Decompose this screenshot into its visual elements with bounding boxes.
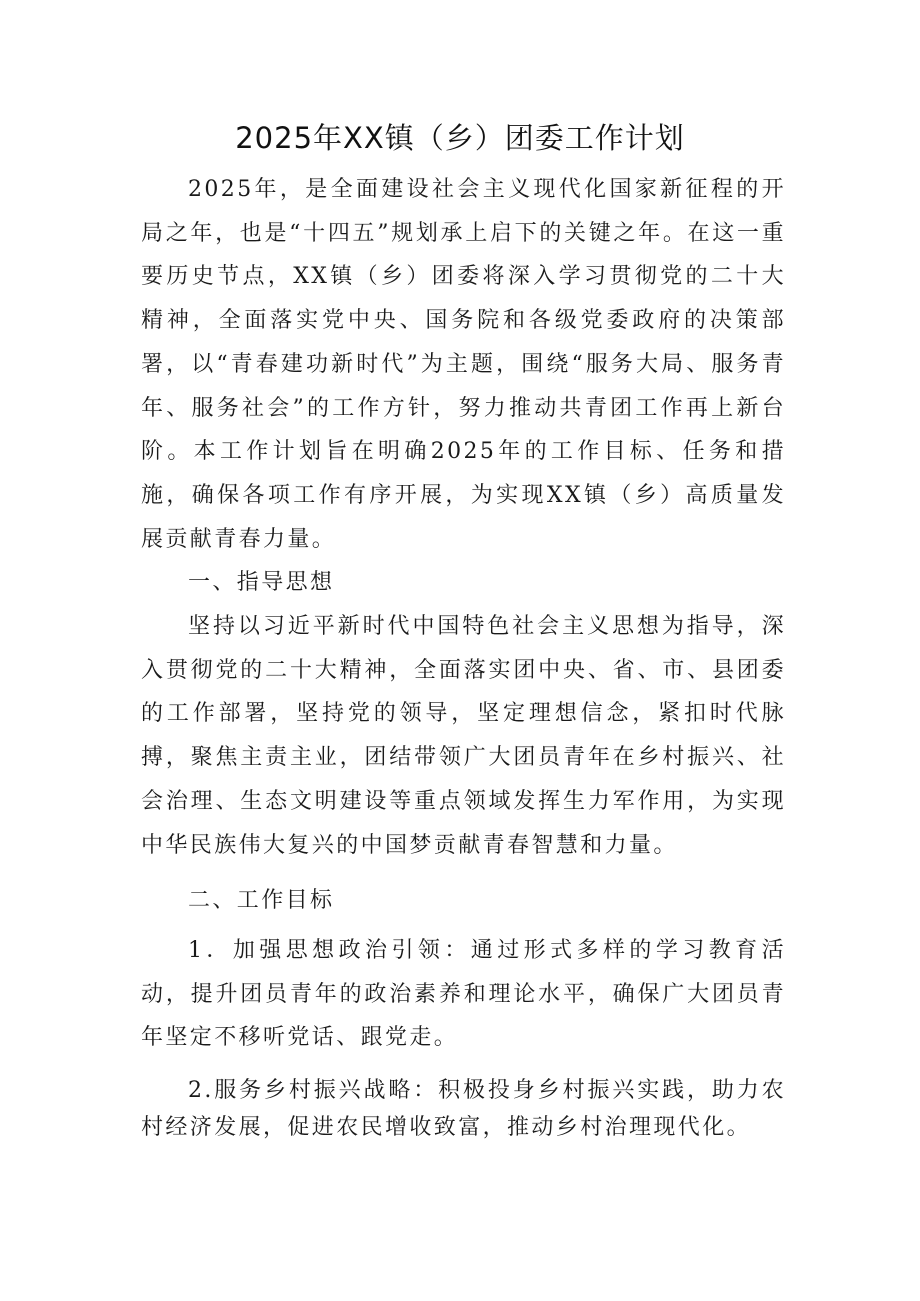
section-heading-guiding-ideology: 一、指导思想	[188, 570, 335, 596]
document-body	[141, 168, 786, 1146]
goal-item-2: 2.服务乡村振兴战略：积极投身乡村振兴实践，助力农村经济发展，促进农民增收致富，推动乡村治理现代化。	[141, 1078, 786, 1141]
goal-item-1: 1．加强思想政治引领：通过形式多样的学习教育活动，提升团员青年的政治素养和理论水平，确保广大团员青年坚定不移听党话、跟党走。	[141, 937, 786, 1051]
document-title: 2025年XX镇（乡）团委工作计划	[235, 121, 685, 155]
guiding-ideology-paragraph: 坚持以习近平新时代中国特色社会主义思想为指导，深入贯彻党的二十大精神，全面落实团中央、省、市、县团委的工作部署，坚持党的领导，坚定理想信念，紧扣时代脉搏，聚焦主责主业，团结带领广大团员青年在乡村振兴、社会治理、生态文明建设等重点领域发挥生力军作用，为实现中华民族伟大复兴的中国梦贡献青春智慧和力量。	[141, 614, 786, 858]
section-heading-work-goals: 二、工作目标	[188, 888, 335, 914]
intro-paragraph: 2025年，是全面建设社会主义现代化国家新征程的开局之年，也是“十四五”规划承上启下的关键之年。在这一重要历史节点，XX镇（乡）团委将深入学习贯彻党的二十大精神，全面落实党中央、国务院和各级党委政府的决策部署，以“青春建功新时代”为主题，围绕“服务大局、服务青年、服务社会”的工作方针，努力推动共青团工作再上新台阶。本工作计划旨在明确2025年的工作目标、任务和措施，确保各项工作有序开展，为实现XX镇（乡）高质量发展贡献青春力量。	[141, 177, 786, 552]
